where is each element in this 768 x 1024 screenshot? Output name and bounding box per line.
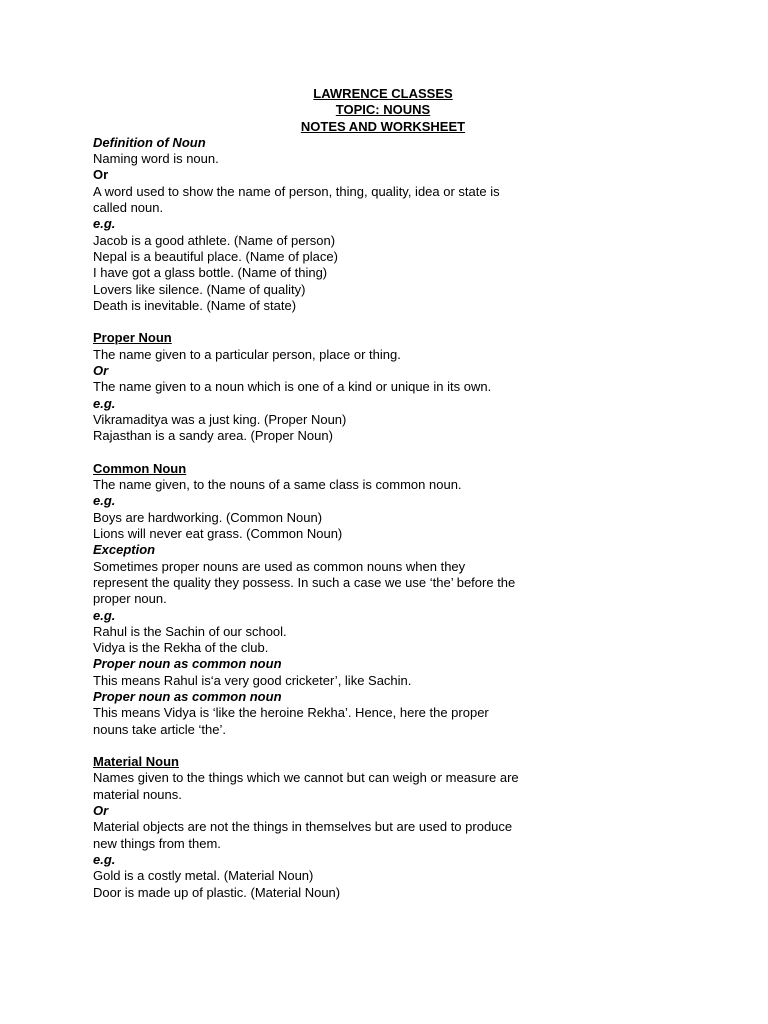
common-example: Boys are hardworking. (Common Noun)	[93, 509, 323, 525]
material-or: Or	[93, 803, 109, 819]
header-line-2: TOPIC: NOUNS	[335, 102, 431, 118]
material-eg: e.g.	[93, 851, 116, 867]
proper-example: Vikramaditya was a just king. (Proper Noun)	[93, 411, 347, 427]
spacer	[93, 738, 523, 754]
definition-example: Death is inevitable. (Name of state)	[93, 297, 297, 313]
section-common-noun	[93, 461, 523, 738]
definition-text-1: Naming word is noun.	[93, 151, 219, 167]
sub-text-2: This means Vidya is ‘like the heroine Rekha’. Hence, here the proper nouns take article ‘the’.	[93, 705, 489, 737]
section-material-noun	[93, 754, 523, 901]
common-text-1: The name given, to the nouns of a same class is common noun.	[93, 477, 462, 493]
section-definition	[93, 135, 523, 314]
proper-example: Rajasthan is a sandy area. (Proper Noun)	[93, 428, 333, 444]
sub-text-1: This means Rahul is‘a very good cricketer’, like Sachin.	[93, 672, 412, 688]
definition-or: Or	[93, 167, 109, 183]
definition-heading: Definition of Noun	[93, 134, 206, 150]
material-text-1: Names given to the things which we cannot but can weigh or measure are material nouns.	[93, 770, 519, 802]
sub-heading-2: Proper noun as common noun	[93, 688, 282, 704]
exception-text: Sometimes proper nouns are used as common nouns when they represent the quality they possess. In such a case we use ‘the’ before the proper noun.	[93, 558, 516, 607]
document-page	[93, 86, 523, 901]
proper-eg: e.g.	[93, 395, 116, 411]
spacer	[93, 314, 523, 330]
definition-eg: e.g.	[93, 216, 116, 232]
section-proper-noun	[93, 330, 523, 444]
common-eg-2: e.g.	[93, 607, 116, 623]
exception-heading: Exception	[93, 542, 156, 558]
proper-text-1: The name given to a particular person, place or thing.	[93, 346, 401, 362]
common-heading: Common Noun	[93, 460, 187, 476]
definition-example: Jacob is a good athlete. (Name of person)	[93, 232, 336, 248]
material-text-2: Material objects are not the things in themselves but are used to produce new things from them.	[93, 819, 513, 851]
proper-or: Or	[93, 363, 109, 379]
definition-example: I have got a glass bottle. (Name of thing)	[93, 265, 328, 281]
material-example: Gold is a costly metal. (Material Noun)	[93, 868, 314, 884]
material-example: Door is made up of plastic. (Material Noun)	[93, 884, 341, 900]
common-example-2: Vidya is the Rekha of the club.	[93, 640, 269, 656]
proper-text-2: The name given to a noun which is one of a kind or unique in its own.	[93, 379, 492, 395]
definition-text-2: A word used to show the name of person, thing, quality, idea or state is called noun.	[93, 183, 500, 216]
spacer	[93, 445, 523, 461]
material-heading: Material Noun	[93, 754, 179, 770]
definition-example: Nepal is a beautiful place. (Name of place)	[93, 248, 338, 264]
header-line-3: NOTES AND WORKSHEET	[300, 118, 466, 134]
common-example-2: Rahul is the Sachin of our school.	[93, 623, 287, 639]
proper-heading: Proper Noun	[93, 330, 172, 346]
definition-example: Lovers like silence. (Name of quality)	[93, 281, 306, 297]
common-eg: e.g.	[93, 493, 116, 509]
header-line-1: LAWRENCE CLASSES	[313, 86, 453, 101]
common-example: Lions will never eat grass. (Common Noun)	[93, 526, 343, 542]
sub-heading-1: Proper noun as common noun	[93, 656, 282, 672]
document-header	[87, 86, 679, 135]
